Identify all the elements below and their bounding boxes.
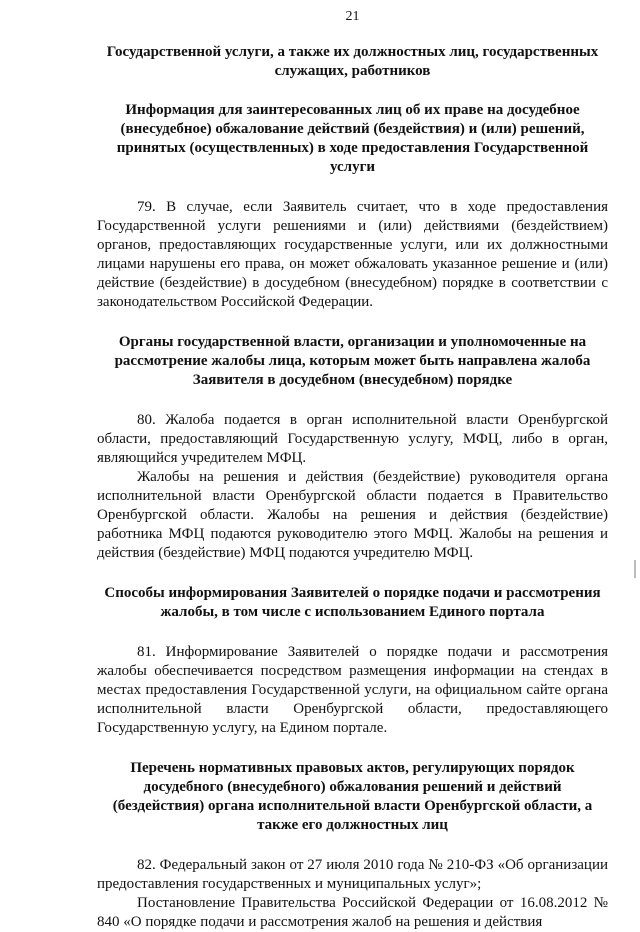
section-heading-informing-methods: Способы информирования Заявителей о порядке подачи и рассмотрения жалобы, в том числе с использованием Единого портала	[104, 585, 601, 620]
paragraph-79: 79. В случае, если Заявитель считает, что в ходе предоставления Государственной услуги решениями и (или) действиями (бездействием) органов, предоставляющих государственные услуги, или их должностными лицами нарушены его права, он может обжаловать указанное решение и (или) действие (бездействие) в досудебном (внесудебном) порядке в соответствии с законодательством Российской Федерации.	[97, 199, 608, 310]
page-number: 21	[345, 9, 360, 24]
paragraph-82-resolution: Постановление Правительства Российской Федерации от 16.08.2012 № 840 «О порядке подачи и рассмотрения жалоб на решения и действия	[97, 895, 608, 930]
scan-edge-mark	[634, 560, 636, 578]
paragraph-80-continued: Жалобы на решения и действия (бездействие) руководителя органа исполнительной власти Оренбургской области подается в Правительство Оренбургской области. Жалобы на решения и действия (бездействие) работника МФЦ подаются руководителю этого МФЦ. Жалобы на решения и действия (бездействие) МФЦ подаются учредителю МФЦ.	[97, 469, 608, 561]
section-heading-complaint-bodies: Органы государственной власти, организации и уполномоченные на рассмотрение жалобы лица, которым может быть направлена жалоба Заявителя в досудебном (внесудебном) порядке	[114, 334, 591, 388]
section-heading-continuation: Государственной услуги, а также их должностных лиц, государственных служащих, работников	[106, 44, 599, 79]
paragraph-82: 82. Федеральный закон от 27 июля 2010 года № 210-ФЗ «Об организации предоставления государственных и муниципальных услуг»;	[97, 857, 608, 892]
paragraph-80: 80. Жалоба подается в орган исполнительной власти Оренбургской области, предоставляющий Государственную услугу, МФЦ, либо в орган, являющийся учредителем МФЦ.	[97, 412, 608, 466]
section-heading-appeal-rights: Информация для заинтересованных лиц об их праве на досудебное (внесудебное) обжалование действий (бездействия) и (или) решений, принятых (осуществленных) в ходе предоставления Государственной услуги	[116, 102, 589, 175]
paragraph-81: 81. Информирование Заявителей о порядке подачи и рассмотрения жалобы обеспечивается посредством размещения информации на стендах в местах предоставления Государственной услуги, на официальном сайте органа исполнительной власти Оренбургской области, предоставляющего Государственную услугу, на Едином портале.	[97, 644, 608, 736]
section-heading-legal-acts: Перечень нормативных правовых актов, регулирующих порядок досудебного (внесудебного) обжалования решений и действий (бездействия) органа исполнительной власти Оренбургской области, а также его должностных лиц	[112, 760, 593, 833]
